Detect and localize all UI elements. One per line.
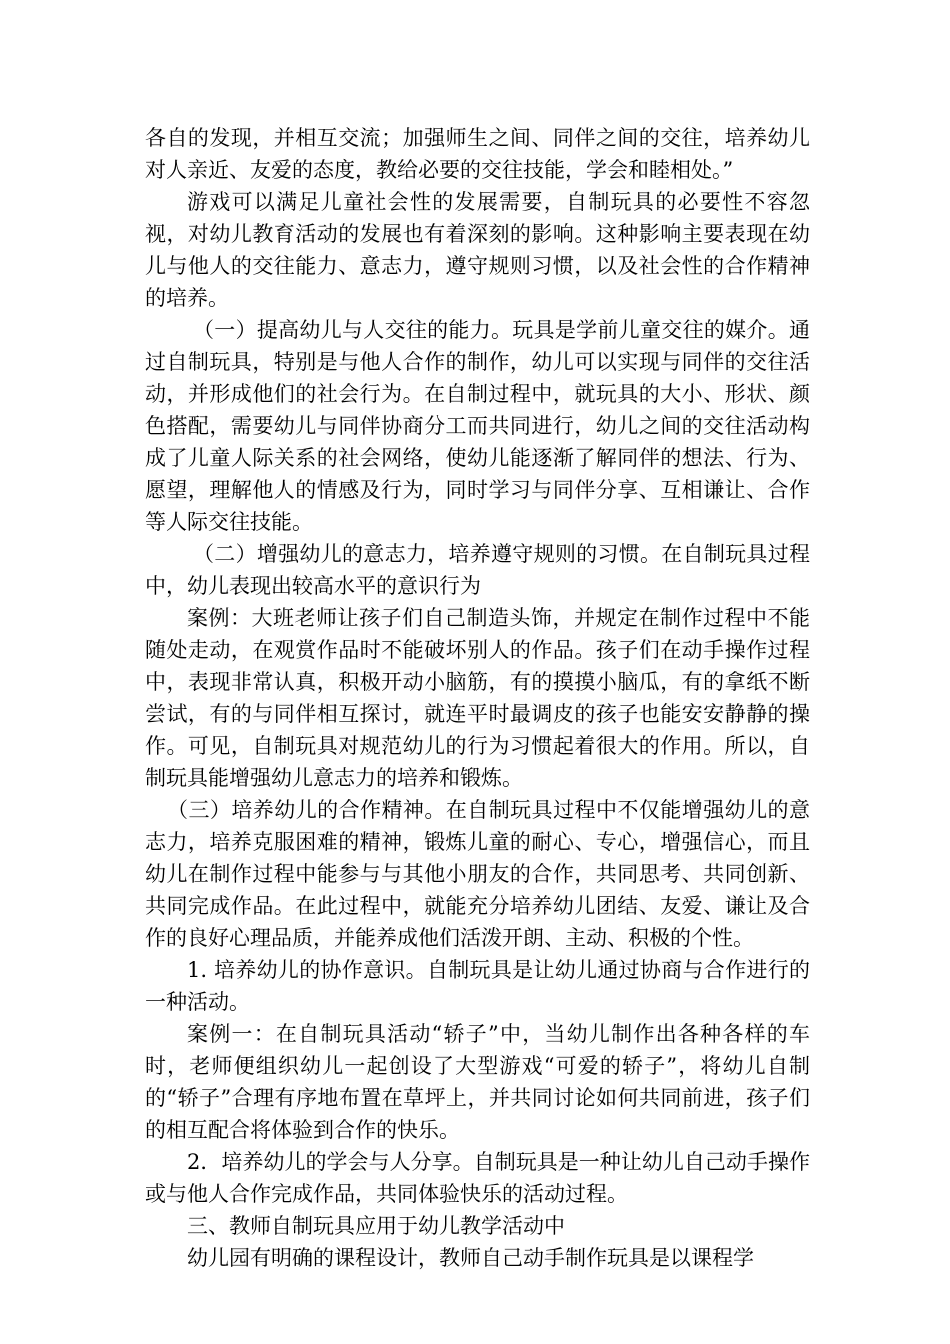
paragraph-section-three: （三）培养幼儿的合作精神。在自制玩具过程中不仅能增强幼儿的意志力，培养克服困难的精神，锻炼儿童的耐心、专心，增强信心，而且幼儿在制作过程中能参与与其他小朋友的合作，共同思考、共同创新、共同完成作品。在此过程中，就能充分培养幼儿团结、友爱、谦让及合作的良好心理品质，并能养成他们活泼开朗、主动、积极的个性。 (145, 798, 810, 950)
paragraph-case-one: 案例一：在自制玩具活动“轿子”中，当幼儿制作出各种各样的车时，老师便组织幼儿一起创设了大型游戏“可爱的轿子”，将幼儿自制的“轿子”合理有序地布置在草坪上，并共同讨论如何共同前进，孩子们的相互配合将体验到合作的快乐。 (145, 1022, 810, 1142)
document-body (145, 122, 810, 1274)
paragraph-heading-three: 三、教师自制玩具应用于幼儿教学活动中 (187, 1214, 565, 1238)
paragraph-game-development: 游戏可以满足儿童社会性的发展需要，自制玩具的必要性不容忽视，对幼儿教育活动的发展也有着深刻的影响。这种影响主要表现在幼儿与他人的交往能力、意志力，遵守规则习惯，以及社会性的合作精神的培养。 (145, 190, 810, 310)
paragraph-section-one: （一）提高幼儿与人交往的能力。玩具是学前儿童交往的媒介。通过自制玩具，特别是与他人合作的制作，幼儿可以实现与同伴的交往活动，并形成他们的社会行为。在自制过程中，就玩具的大小、形状、颜色搭配，需要幼儿与同伴协商分工而共同进行，幼儿之间的交往活动构成了儿童人际关系的社会网络，使幼儿能逐渐了解同伴的想法、行为、愿望，理解他人的情感及行为，同时学习与同伴分享、互相谦让、合作等人际交往技能。 (145, 318, 810, 534)
paragraph-kindergarten-curriculum: 幼儿园有明确的课程设计，教师自己动手制作玩具是以课程学 (187, 1246, 754, 1270)
paragraph-continuation: 各自的发现，并相互交流；加强师生之间、同伴之间的交往，培养幼儿对人亲近、友爱的态度，教给必要的交往技能，学会和睦相处。” (145, 126, 810, 182)
paragraph-section-two: （二）增强幼儿的意志力，培养遵守规则的习惯。在自制玩具过程中，幼儿表现出较高水平的意识行为 (145, 542, 810, 598)
paragraph-point-two: 2．培养幼儿的学会与人分享。自制玩具是一种让幼儿自己动手操作或与他人合作完成作品，共同体验快乐的活动过程。 (145, 1150, 810, 1206)
paragraph-case-headwear: 案例：大班老师让孩子们自己制造头饰，并规定在制作过程中不能随处走动，在观赏作品时不能破坏别人的作品。孩子们在动手操作过程中，表现非常认真，积极开动小脑筋，有的摸摸小脑瓜，有的拿纸不断尝试，有的与同伴相互探讨，就连平时最调皮的孩子也能安安静静的操作。可见，自制玩具对规范幼儿的行为习惯起着很大的作用。所以，自制玩具能增强幼儿意志力的培养和锻炼。 (145, 606, 810, 790)
paragraph-point-one: 1. 培养幼儿的协作意识。自制玩具是让幼儿通过协商与合作进行的一种活动。 (145, 958, 810, 1014)
